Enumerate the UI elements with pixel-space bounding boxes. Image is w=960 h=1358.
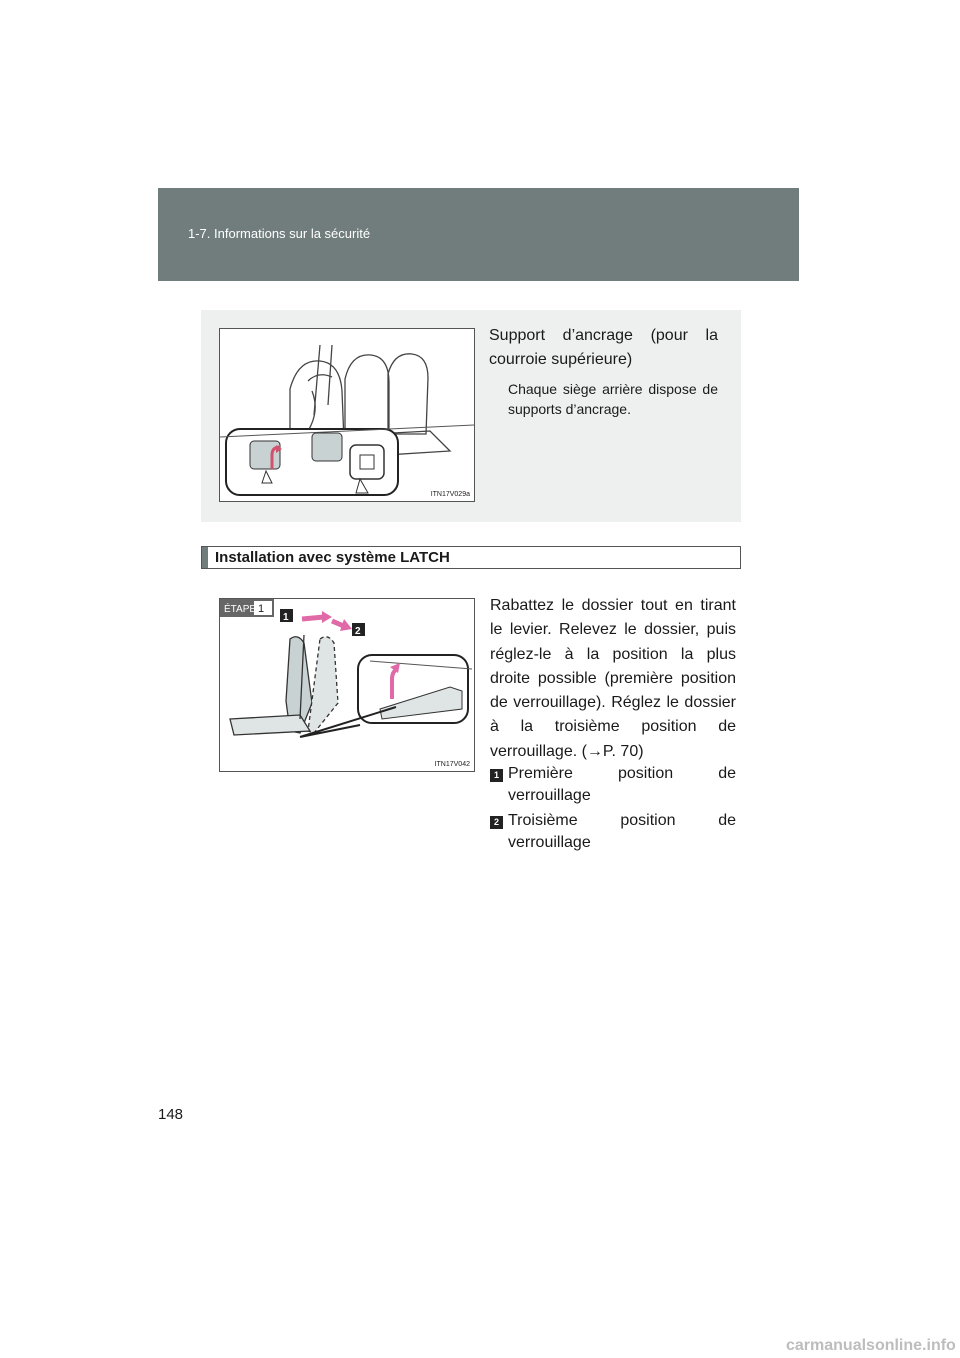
seat-recline-illustration — [219, 598, 475, 772]
list-item-line2: verrouillage — [508, 834, 591, 851]
list-item-text — [508, 763, 736, 807]
step-number: 1 — [258, 603, 265, 615]
instruction-text: Rabattez le dossier tout en tirant le levier. Relevez le dossier, puis réglez-le à la position la plus droite possible (première position de verrouillage). Réglez le dossier à la troisième position de verrouillage. (→P. 70) — [490, 597, 736, 760]
step-label: ÉTAPE — [224, 604, 257, 615]
number-badge: 2 — [490, 816, 503, 829]
figure-code: ITN17V042 — [434, 761, 470, 768]
marker-1: 1 — [283, 612, 289, 623]
list-item-text — [508, 810, 736, 854]
anchor-title — [489, 324, 718, 372]
rear-seats-drawing — [220, 329, 474, 501]
figure-code: ITN17V029a — [430, 491, 470, 498]
anchor-title-line1: Support d’ancrage (pour la — [489, 327, 718, 344]
watermark: carmanualsonline.info — [786, 1337, 956, 1354]
list-item-line1: Troisième position de — [508, 812, 736, 829]
seat-lever-drawing — [220, 599, 474, 771]
anchor-bracket-illustration — [219, 328, 475, 502]
section-title: Installation avec système LATCH — [215, 549, 450, 566]
section-accent-bar — [202, 547, 208, 568]
list-item-line2: verrouillage — [508, 787, 591, 804]
number-badge: 1 — [490, 769, 503, 782]
chapter-header — [158, 188, 799, 281]
section-header — [201, 546, 741, 569]
anchor-title-line2: courroie supérieure) — [489, 351, 633, 368]
chapter-title: 1-7. Informations sur la sécurité — [188, 226, 371, 241]
marker-2: 2 — [355, 626, 361, 637]
list-item-line1: Première position de — [508, 765, 736, 782]
anchor-body-text: Chaque siège arrière dispose de supports d’ancrage. — [508, 381, 718, 417]
anchor-info-box — [201, 310, 741, 522]
page-number: 148 — [158, 1106, 184, 1123]
